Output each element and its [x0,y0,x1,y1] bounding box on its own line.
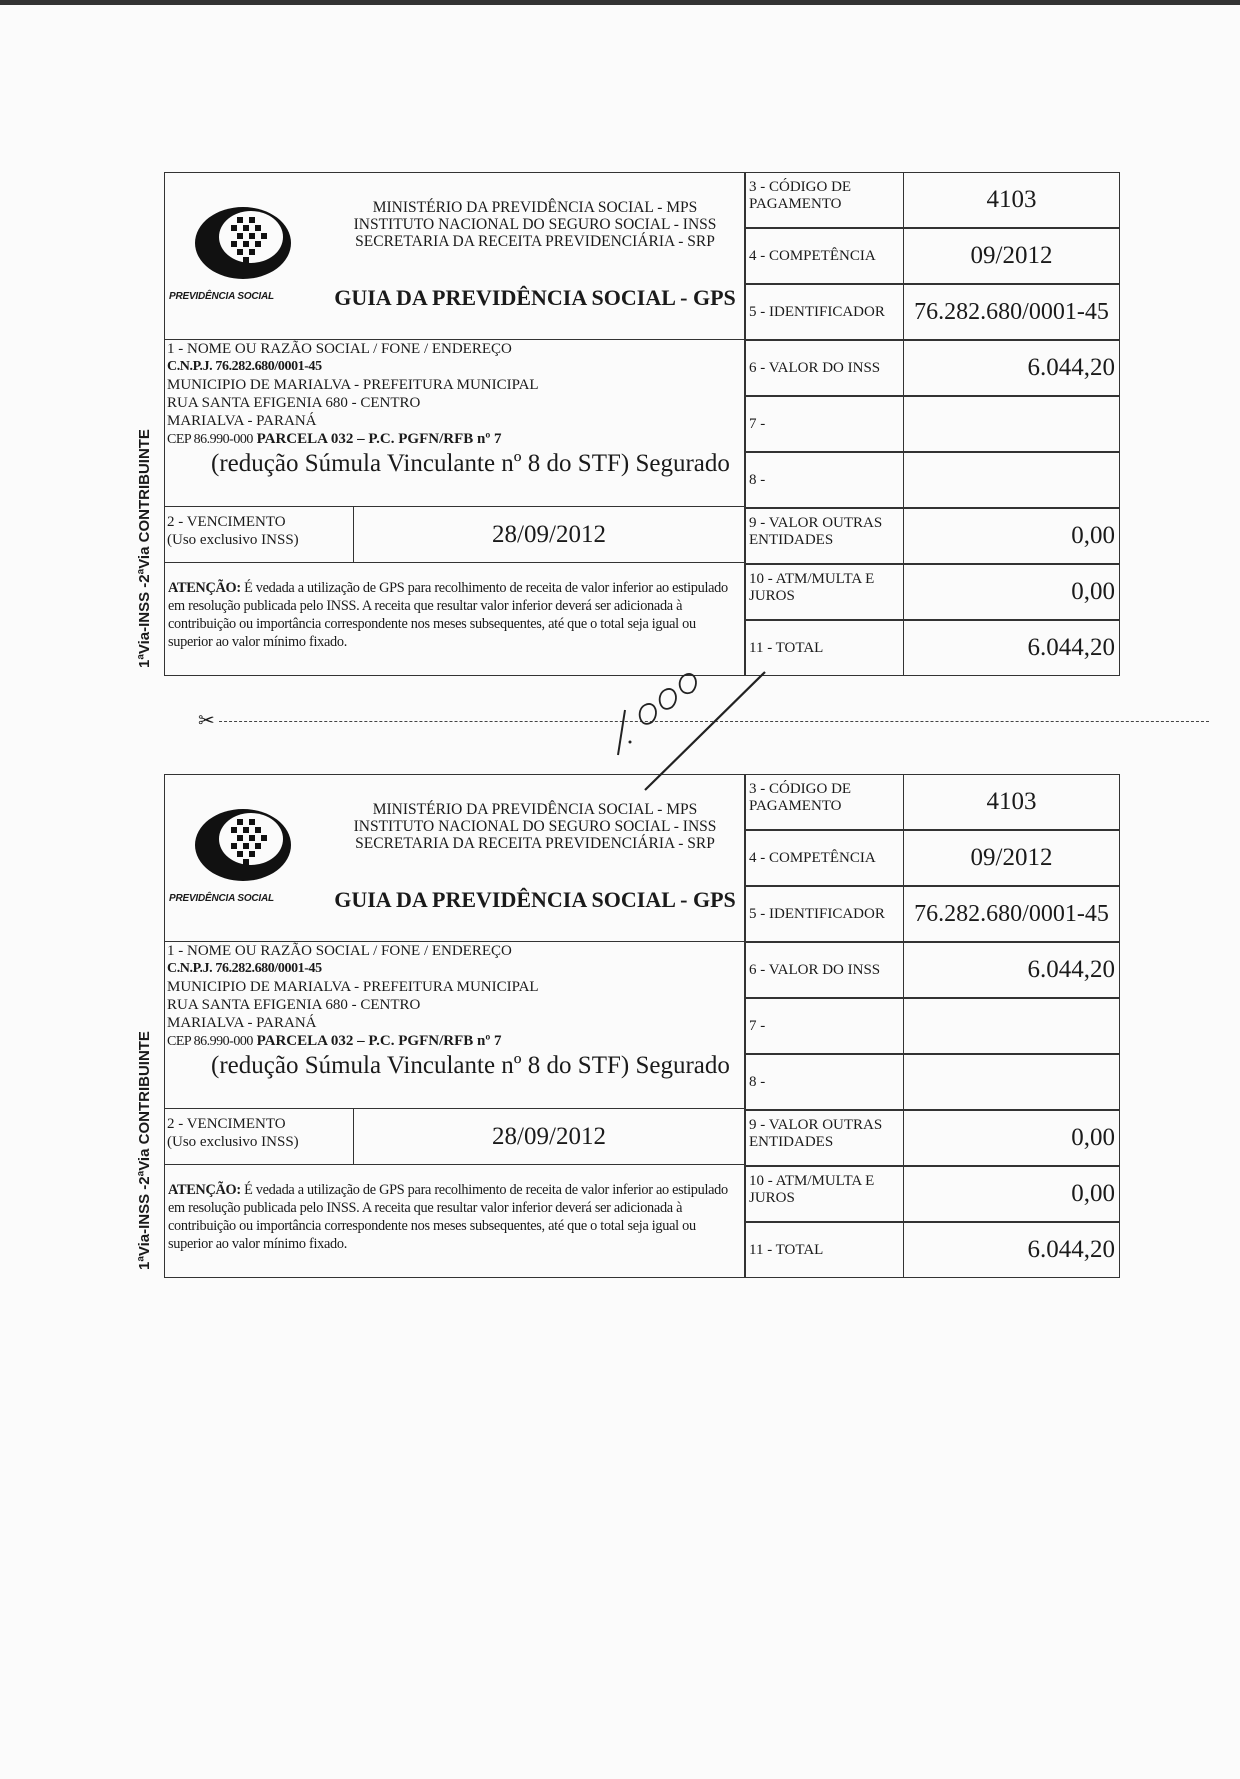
cep: CEP 86.990-000 [167,1034,253,1049]
field1-label: 1 - NOME OU RAZÃO SOCIAL / FONE / ENDEREÇO [167,341,512,357]
field1-label: 1 - NOME OU RAZÃO SOCIAL / FONE / ENDEREÇO [167,943,512,959]
logo-text: PREVIDÊNCIA SOCIAL [169,291,274,302]
parcela: PARCELA 032 – P.C. PGFN/RFB nº 7 [256,1033,502,1049]
org-line: INSTITUTO NACIONAL DO SEGURO SOCIAL - INSS [353,818,717,835]
row-value: 0,00 [903,1166,1120,1222]
form-header [164,172,745,340]
row-label: 11 - TOTAL [745,620,904,676]
form-title: GUIA DA PREVIDÊNCIA SOCIAL - GPS [334,285,736,310]
vencimento-label-cell [164,506,354,563]
row-label: 5 - IDENTIFICADOR [745,886,904,942]
cep: CEP 86.990-000 [167,432,253,447]
payer-city: MARIALVA - PARANÁ [167,1015,317,1031]
atencao-text: É vedada a utilização de GPS para recolhimento de receita de valor inferior ao estipulado em resolução publicada pelo INSS. A receita que resultar valor inferior deverá ser adicionada à contribuição ou importância correspondente nos meses subsequentes, até que o total seja igual ou superior ao valor mínimo fixado. [168,580,728,650]
payer-street: RUA SANTA EFIGENIA 680 - CENTRO [167,395,421,411]
organization-lines [325,199,745,250]
row-label: 11 - TOTAL [745,1222,904,1278]
row-label: 9 - VALOR OUTRAS ENTIDADES [745,508,904,564]
payer-section [164,339,745,507]
payer-name: MUNICIPIO DE MARIALVA - PREFEITURA MUNICIPAL [167,377,539,393]
row-label: 5 - IDENTIFICADOR [745,284,904,340]
reducao-note: (redução Súmula Vinculante nº 8 do STF) Segurado [211,450,730,477]
row-label: 7 - [745,396,904,452]
scissors-icon: ✂ [198,710,215,732]
row-value: 4103 [903,774,1120,830]
row-label: 6 - VALOR DO INSS [745,942,904,998]
gps-form [164,172,1120,676]
org-line: INSTITUTO NACIONAL DO SEGURO SOCIAL - INSS [353,216,717,233]
scan-top-edge [0,0,1240,5]
parcela-line [165,1032,744,1051]
previdencia-logo [193,203,293,283]
row-label: 10 - ATM/MULTA E JUROS [745,564,904,620]
reducao-note: (redução Súmula Vinculante nº 8 do STF) Segurado [211,1052,730,1079]
row-label: 8 - [745,452,904,508]
row-value: 6.044,20 [903,620,1120,676]
vencimento-sublabel: (Uso exclusivo INSS) [167,532,299,548]
row-label: 8 - [745,1054,904,1110]
row-value [903,998,1120,1054]
row-value: 76.282.680/0001-45 [903,886,1120,942]
previdencia-logo [193,805,293,885]
row-label: 9 - VALOR OUTRAS ENTIDADES [745,1110,904,1166]
parcela: PARCELA 032 – P.C. PGFN/RFB nº 7 [256,431,502,447]
row-label: 4 - COMPETÊNCIA [745,830,904,886]
via-side-label: 1ªVia-INSS -2ªVia CONTRIBUINTE [136,1031,153,1270]
payer-street: RUA SANTA EFIGENIA 680 - CENTRO [167,997,421,1013]
vencimento-label: 2 - VENCIMENTO [167,514,286,530]
payer-city: MARIALVA - PARANÁ [167,413,317,429]
atencao-label: ATENÇÃO: [168,1182,241,1198]
row-value [903,452,1120,508]
row-value: 4103 [903,172,1120,228]
row-value [903,1054,1120,1110]
org-line: SECRETARIA DA RECEITA PREVIDENCIÁRIA - SRP [355,835,715,852]
cnpj: C.N.P.J. 76.282.680/0001-45 [167,961,322,976]
atencao-label: ATENÇÃO: [168,580,241,596]
payer-name: MUNICIPIO DE MARIALVA - PREFEITURA MUNICIPAL [167,979,539,995]
form-title: GUIA DA PREVIDÊNCIA SOCIAL - GPS [334,887,736,912]
row-label: 4 - COMPETÊNCIA [745,228,904,284]
payer-section [164,941,745,1109]
atencao-notice [164,1164,745,1278]
row-value [903,396,1120,452]
row-value: 0,00 [903,564,1120,620]
row-value: 6.044,20 [903,1222,1120,1278]
atencao-text: É vedada a utilização de GPS para recolhimento de receita de valor inferior ao estipulado em resolução publicada pelo INSS. A receita que resultar valor inferior deverá ser adicionada à contribuição ou importância correspondente nos meses subsequentes, até que o total seja igual ou superior ao valor mínimo fixado. [168,1182,728,1252]
vencimento-label: 2 - VENCIMENTO [167,1116,286,1132]
row-value: 09/2012 [903,228,1120,284]
org-line: MINISTÉRIO DA PREVIDÊNCIA SOCIAL - MPS [372,801,698,818]
handwritten-note [600,650,780,800]
logo-text: PREVIDÊNCIA SOCIAL [169,893,274,904]
row-label: 6 - VALOR DO INSS [745,340,904,396]
org-line: MINISTÉRIO DA PREVIDÊNCIA SOCIAL - MPS [372,199,698,216]
row-label: 3 - CÓDIGO DE PAGAMENTO [745,774,904,830]
cnpj: C.N.P.J. 76.282.680/0001-45 [167,359,322,374]
vencimento-label-cell [164,1108,354,1165]
vencimento-sublabel: (Uso exclusivo INSS) [167,1134,299,1150]
via-side-label: 1ªVia-INSS -2ªVia CONTRIBUINTE [136,429,153,668]
row-label: 10 - ATM/MULTA E JUROS [745,1166,904,1222]
vencimento-value: 28/09/2012 [353,506,745,563]
row-value: 76.282.680/0001-45 [903,284,1120,340]
gps-form [164,774,1120,1278]
row-value: 6.044,20 [903,340,1120,396]
vencimento-value: 28/09/2012 [353,1108,745,1165]
org-line: SECRETARIA DA RECEITA PREVIDENCIÁRIA - SRP [355,233,715,250]
row-label: 7 - [745,998,904,1054]
row-value: 6.044,20 [903,942,1120,998]
parcela-line [165,430,744,449]
row-value: 0,00 [903,1110,1120,1166]
organization-lines [325,801,745,852]
row-value: 0,00 [903,508,1120,564]
row-value: 09/2012 [903,830,1120,886]
row-label: 3 - CÓDIGO DE PAGAMENTO [745,172,904,228]
